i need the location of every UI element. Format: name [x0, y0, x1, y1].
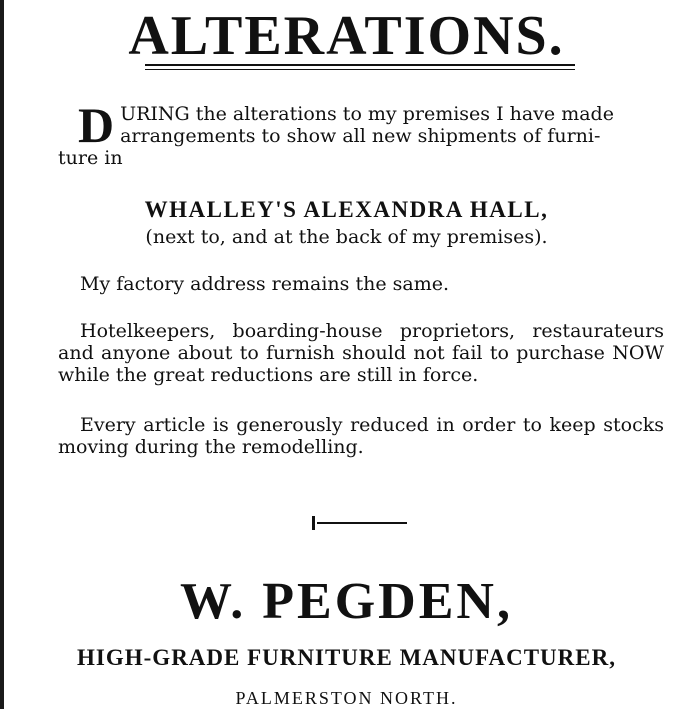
reduced-paragraph: Every article is generously reduced in order to keep stocks moving during the remodelling. — [58, 414, 664, 458]
merchant-trade: HIGH-GRADE FURNITURE MANUFACTURER, — [77, 645, 616, 670]
intro-line-1: URING the alterations to my premises I have made — [120, 103, 614, 125]
headline: ALTERATIONS. — [128, 5, 565, 67]
venue-note: (next to, and at the back of my premises). — [145, 226, 548, 248]
intro-paragraph — [58, 97, 664, 169]
intro-line-3: ture in — [58, 147, 123, 169]
factory-paragraph: My factory address remains the same. — [80, 273, 449, 295]
merchant-town: PALMERSTON NORTH. — [235, 688, 458, 708]
buyers-paragraph: Hotelkeepers, boarding-house proprietors, restaurateurs and anyone about to furnish should not fail to purchase NOW while the great reductions are still in force. — [58, 320, 664, 386]
intro-line-2: arrangements to show all new shipments of furni- — [120, 125, 601, 147]
headline-underline — [145, 64, 575, 66]
headline-underline-thin — [145, 69, 575, 70]
drop-cap: D — [78, 97, 115, 153]
merchant-name: W. PEGDEN, — [180, 573, 513, 630]
venue-name: WHALLEY'S ALEXANDRA HALL, — [144, 197, 549, 222]
ornamental-divider — [312, 512, 408, 532]
